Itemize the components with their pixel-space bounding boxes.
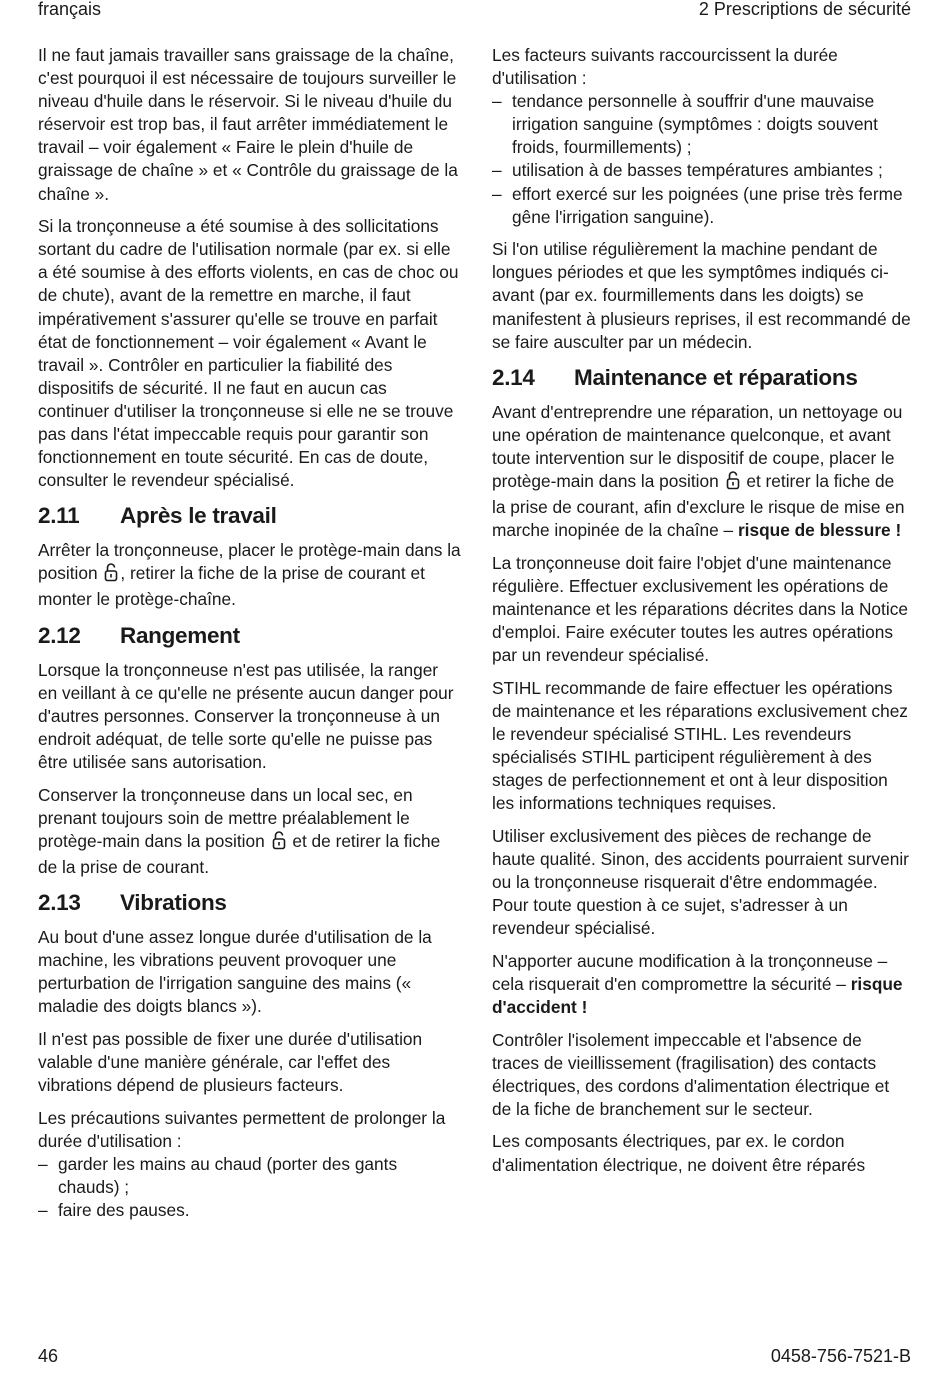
paragraph: Utiliser exclusivement des pièces de rechange de haute qualité. Sinon, des accidents pourraient survenir ou la tronçonneuse risquerait d'être endommagée. Pour toute question à ce sujet, s'adresser à un revendeur spécialisé.: [492, 825, 909, 939]
section-number: 2.12: [38, 622, 81, 648]
list-item: – faire des pauses.: [38, 1199, 462, 1222]
paragraph: Si la tronçonneuse a été soumise à des sollicitations sortant du cadre de l'utilisation normale (par ex. si elle a été soumise à des efforts violents, en cas de choc ou de chute), avant de la remettre en marche, il faut impérativement s'assurer qu'elle se trouve en parfait état de fonctionnement – voir également « Avant le travail ». Contrôler en particulier la fiabilité des dispositifs de sécurité. Il ne faut en aucun cas continuer d'utiliser la tronçonneuse si elle ne se trouve pas dans l'état impeccable requis pour garantir son fonctionnement en toute sécurité. En cas de doute, consulter le revendeur spécialisé.: [38, 216, 459, 491]
list-item: – tendance personnelle à souffrir d'une mauvaise irrigation sanguine (symptômes : doigts souvent froids, fourmillements) ;: [492, 90, 912, 159]
paragraph: Les composants électriques, par ex. le cordon d'alimentation électrique, ne doivent être réparés: [492, 1131, 866, 1175]
section-heading-2-14: [492, 364, 912, 392]
unlocked-padlock-icon: [272, 831, 286, 856]
paragraph: Avant d'entreprendre une réparation, un nettoyage ou une opération de maintenance quelconque, et avant toute intervention sur le dispositif de coupe, placer le protège-main dans la position et retirer la fiche de la prise de courant, afin d'exclure le risque de mise en marche inopinée de la chaîne – risque de blessure !: [492, 401, 905, 541]
paragraph: Lorsque la tronçonneuse n'est pas utilisée, la ranger en veillant à ce qu'elle ne présente aucun danger pour d'autres personnes. Conserver la tronçonneuse à un endroit adéquat, de telle sorte qu'elle ne puisse pas être utilisée sans autorisation.: [38, 659, 454, 772]
paragraph: N'apporter aucune modification à la tronçonneuse – cela risquerait d'en compromettre la sécurité – risque d'accident !: [492, 950, 903, 1017]
section-number: 2.11: [38, 503, 80, 529]
right-column: [492, 44, 912, 1186]
list-item: – effort exercé sur les poignées (une prise très ferme gêne l'irrigation sanguine).: [492, 183, 912, 229]
header-language: français: [38, 0, 102, 19]
paragraph: Les précautions suivantes permettent de prolonger la durée d'utilisation :: [38, 1107, 446, 1151]
precautions-list: [38, 1153, 462, 1222]
document-code: 0458-756-7521-B: [770, 1346, 911, 1366]
paragraph: La tronçonneuse doit faire l'objet d'une maintenance régulière. Effectuer exclusivement les opérations de maintenance et les réparations décrites dans la Notice d'emploi. Faire exécuter toutes les autres opérations par un revendeur spécialisé.: [492, 552, 908, 666]
paragraph: Conserver la tronçonneuse dans un local sec, en prenant toujours soin de mettre préalablement le protège-main dans la position et de retirer la fiche de la prise de courant.: [38, 784, 441, 877]
page-number: 46: [38, 1346, 59, 1366]
unlocked-padlock-icon: [726, 471, 740, 496]
section-number: 2.14: [492, 364, 535, 390]
paragraph: STIHL recommande de faire effectuer les opérations de maintenance et les réparations exclusivement chez le revendeur spécialisé STIHL. Les revendeurs spécialisés STIHL participent régulièrement à des stages de perfectionnement et ont à leur disposition les informations techniques requises.: [492, 677, 908, 814]
paragraph: Contrôler l'isolement impeccable et l'absence de traces de vieillissement (fragilisation) des contacts électriques, des cordons d'alimentation électrique et de la fiche de branchement sur le secteur.: [492, 1029, 890, 1119]
section-heading-2-12: [38, 622, 462, 650]
unlocked-padlock-icon: [104, 563, 118, 588]
factors-list: [492, 90, 912, 229]
section-title: Vibrations: [120, 889, 227, 915]
section-heading-2-13: [38, 889, 462, 917]
section-number: 2.13: [38, 889, 81, 915]
paragraph: Les facteurs suivants raccourcissent la durée d'utilisation :: [492, 45, 838, 89]
left-column: [38, 44, 462, 1232]
header-section: 2 Prescriptions de sécurité: [698, 0, 911, 19]
paragraph: Au bout d'une assez longue durée d'utilisation de la machine, les vibrations peuvent provoquer une perturbation de l'irrigation sanguine des mains (« maladie des doigts blancs »).: [38, 926, 432, 1017]
paragraph: Arrêter la tronçonneuse, placer le protège-main dans la position , retirer la fiche de la prise de courant et monter le protège-chaîne.: [38, 540, 461, 610]
warning-text: risque de blessure !: [737, 520, 902, 541]
paragraph: Il ne faut jamais travailler sans graissage de la chaîne, c'est pourquoi il est nécessaire de toujours surveiller le niveau d'huile dans le réservoir. Si le niveau d'huile du réservoir est trop bas, il faut arrêter immédiatement le travail – voir également « Faire le plein d'huile de graissage de chaîne » et « Contrôle du graissage de la chaîne ».: [38, 45, 458, 204]
list-item: – garder les mains au chaud (porter des gants chauds) ;: [38, 1153, 462, 1199]
paragraph: Il n'est pas possible de fixer une durée d'utilisation valable d'une manière générale, car l'effet des vibrations dépend de plusieurs facteurs.: [38, 1028, 423, 1095]
section-title: Maintenance et réparations: [574, 364, 858, 390]
section-heading-2-11: [38, 502, 462, 530]
section-title: Après le travail: [120, 503, 277, 529]
list-item: – utilisation à de basses températures ambiantes ;: [492, 159, 912, 182]
warning-text: risque d'accident !: [492, 973, 903, 1017]
paragraph: Si l'on utilise régulièrement la machine pendant de longues périodes et que les symptômes indiqués ci-avant (par ex. fourmillements dans les doigts) se manifestent à plusieurs reprises, il est recommandé de se faire ausculter par un médecin.: [492, 239, 911, 352]
section-title: Rangement: [120, 622, 240, 648]
